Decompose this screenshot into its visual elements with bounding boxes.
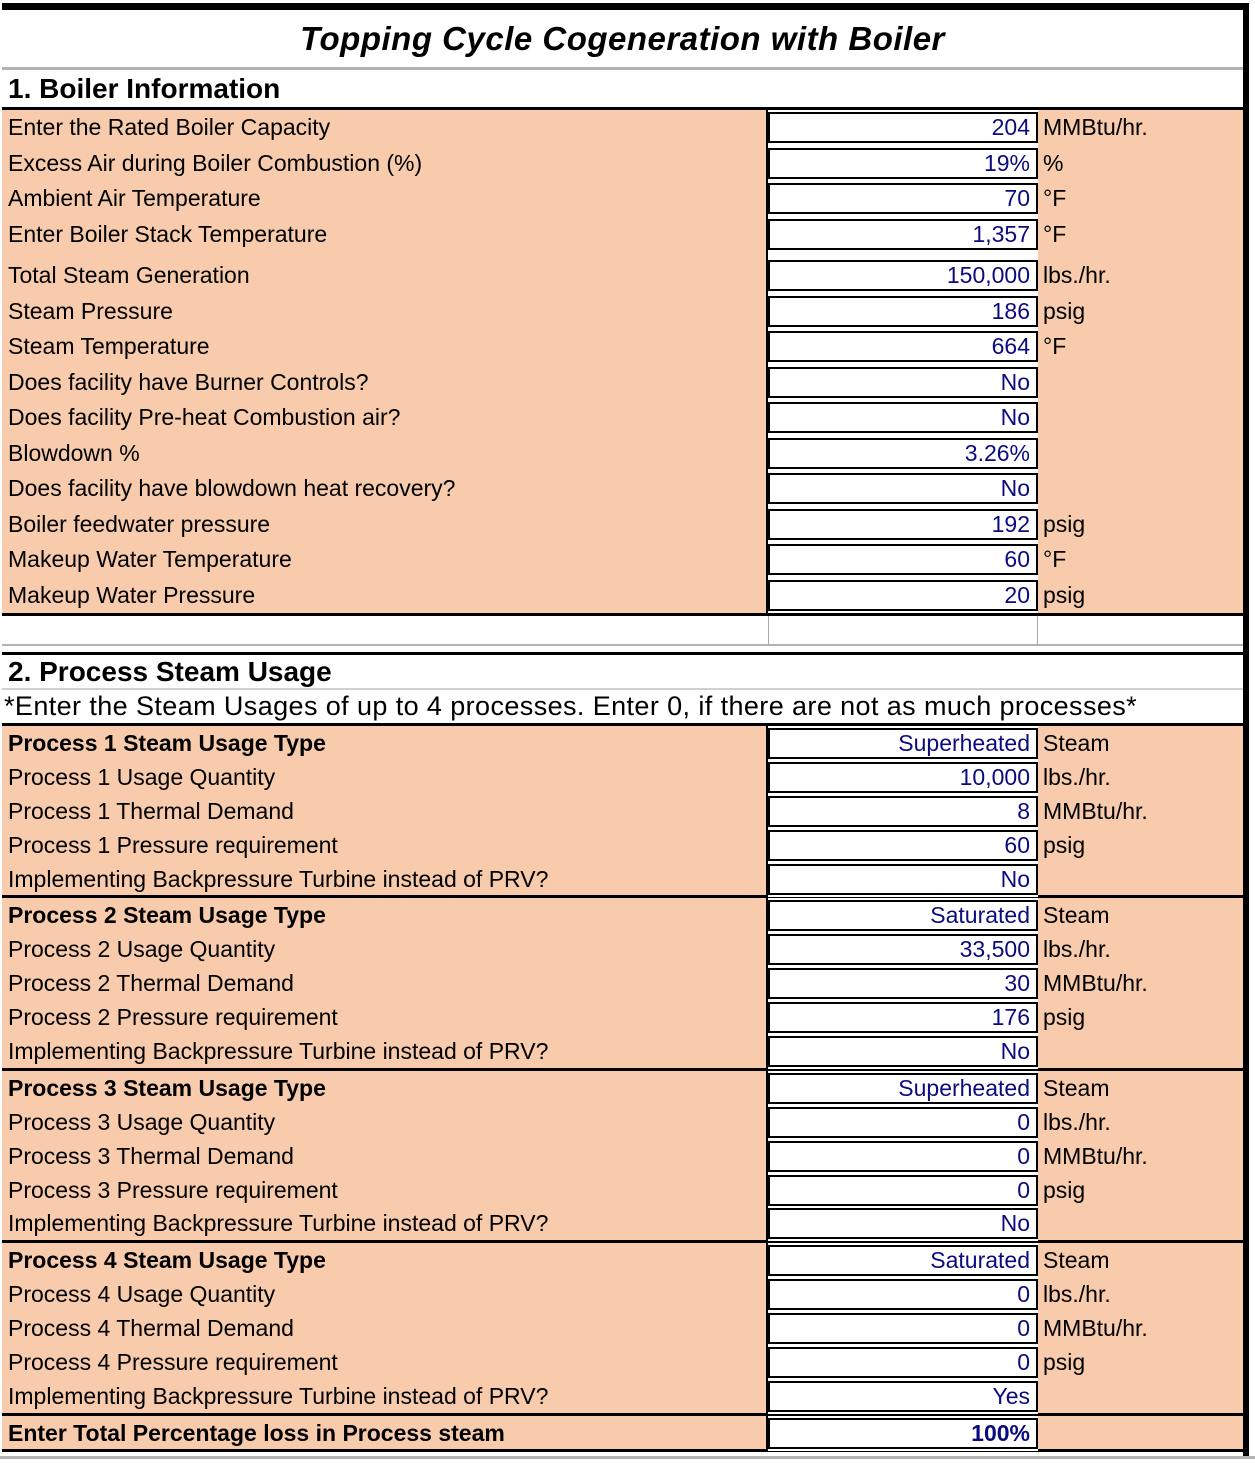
value-cell xyxy=(768,181,1038,217)
value-input[interactable]: 20 xyxy=(768,580,1038,611)
empty-row xyxy=(2,616,1243,646)
section2-heading: 2. Process Steam Usage xyxy=(2,652,1243,690)
row-label: Process 1 Thermal Demand xyxy=(2,794,768,829)
row-label: Boiler feedwater pressure xyxy=(2,507,768,543)
value-cell xyxy=(768,217,1038,253)
row-label: Implementing Backpressure Turbine instead of PRV? xyxy=(2,1206,768,1241)
value-input[interactable]: No xyxy=(768,1036,1038,1067)
value-cell xyxy=(768,471,1038,507)
value-input[interactable]: 1,357 xyxy=(768,219,1038,250)
empty-label-cell xyxy=(2,616,768,644)
row-unit: lbs./hr. xyxy=(1043,763,1111,790)
value-cell xyxy=(768,1071,1038,1106)
process-block xyxy=(2,895,1243,1067)
data-row xyxy=(2,1173,1243,1207)
value-cell xyxy=(768,294,1038,330)
process-block xyxy=(2,1068,1243,1240)
row-label: Does facility have blowdown heat recovery? xyxy=(2,471,768,507)
row-label: Process 4 Thermal Demand xyxy=(2,1311,768,1346)
value-input[interactable]: 3.26% xyxy=(768,438,1038,469)
top-border-bar xyxy=(2,3,1243,10)
row-label: Enter Total Percentage loss in Process steam xyxy=(2,1416,768,1451)
row-label: Process 1 Usage Quantity xyxy=(2,760,768,795)
data-row xyxy=(2,1416,1243,1449)
row-unit: Steam xyxy=(1043,902,1110,929)
boiler-information-table xyxy=(2,110,1243,616)
worksheet-frame xyxy=(2,3,1249,1459)
value-cell xyxy=(768,436,1038,472)
row-unit: Steam xyxy=(1043,730,1110,756)
value-cell xyxy=(768,365,1038,401)
value-input[interactable]: 0 xyxy=(768,1313,1038,1344)
row-unit: psig xyxy=(1043,1176,1086,1203)
data-row xyxy=(2,542,1243,578)
data-row xyxy=(2,932,1243,966)
row-unit: lbs./hr. xyxy=(1043,262,1111,289)
row-unit: °F xyxy=(1043,333,1067,360)
value-cell xyxy=(768,1173,1038,1208)
row-label: Enter Boiler Stack Temperature xyxy=(2,217,768,253)
row-label: Makeup Water Pressure xyxy=(2,578,768,614)
row-label: Does facility have Burner Controls? xyxy=(2,365,768,401)
value-cell xyxy=(768,110,1038,146)
value-input[interactable]: 186 xyxy=(768,296,1038,327)
row-unit xyxy=(1038,365,1243,401)
value-cell xyxy=(768,828,1038,863)
row-label: Makeup Water Temperature xyxy=(2,542,768,578)
row-unit xyxy=(1038,1379,1243,1414)
data-row xyxy=(2,258,1243,294)
data-row xyxy=(2,1139,1243,1173)
row-unit: Steam xyxy=(1043,1074,1110,1101)
value-cell xyxy=(768,1243,1038,1278)
row-label: Excess Air during Boiler Combustion (%) xyxy=(2,146,768,182)
value-cell xyxy=(768,1139,1038,1174)
row-unit: MMBtu/hr. xyxy=(1043,797,1148,824)
row-unit: lbs./hr. xyxy=(1043,936,1111,963)
row-unit: psig xyxy=(1043,831,1086,858)
row-label: Process 1 Pressure requirement xyxy=(2,828,768,863)
value-input[interactable]: Yes xyxy=(768,1381,1038,1412)
data-row xyxy=(2,1345,1243,1379)
data-row xyxy=(2,217,1243,253)
row-unit xyxy=(1038,400,1243,436)
value-cell xyxy=(768,400,1038,436)
value-input[interactable]: No xyxy=(768,402,1038,433)
value-input[interactable]: 176 xyxy=(768,1002,1038,1033)
value-input[interactable]: 192 xyxy=(768,509,1038,540)
value-cell xyxy=(768,932,1038,967)
row-label: Process 4 Steam Usage Type xyxy=(2,1243,768,1278)
value-input[interactable]: 19% xyxy=(768,148,1038,179)
data-row xyxy=(2,1311,1243,1345)
row-unit xyxy=(1038,1034,1243,1069)
row-unit: Steam xyxy=(1043,1247,1110,1274)
total-loss-row-wrap xyxy=(2,1413,1243,1452)
row-label: Total Steam Generation xyxy=(2,258,768,294)
row-label: Enter the Rated Boiler Capacity xyxy=(2,110,768,146)
data-row xyxy=(2,294,1243,330)
row-unit xyxy=(1038,436,1243,472)
row-label: Implementing Backpressure Turbine instead of PRV? xyxy=(2,862,768,897)
value-input[interactable]: 0 xyxy=(768,1347,1038,1378)
value-cell xyxy=(768,1206,1038,1241)
value-cell xyxy=(768,1345,1038,1380)
data-row xyxy=(2,1243,1243,1277)
row-unit: °F xyxy=(1043,546,1067,573)
row-unit: psig xyxy=(1043,297,1086,324)
process-block xyxy=(2,726,1243,895)
value-cell xyxy=(768,329,1038,365)
row-label: Steam Pressure xyxy=(2,294,768,330)
data-row xyxy=(2,1379,1243,1413)
row-label: Process 2 Usage Quantity xyxy=(2,932,768,967)
value-cell xyxy=(768,258,1038,294)
row-label: Process 1 Steam Usage Type xyxy=(2,726,768,761)
process-block xyxy=(2,1240,1243,1412)
value-input[interactable]: 150,000 xyxy=(768,260,1038,291)
value-input[interactable]: No xyxy=(768,1208,1038,1239)
value-cell xyxy=(768,862,1038,897)
row-label: Process 3 Pressure requirement xyxy=(2,1173,768,1208)
row-label: Process 2 Pressure requirement xyxy=(2,1000,768,1035)
data-row xyxy=(2,760,1243,794)
row-label: Blowdown % xyxy=(2,436,768,472)
row-label: Process 3 Thermal Demand xyxy=(2,1139,768,1174)
row-unit: lbs./hr. xyxy=(1043,1281,1111,1308)
empty-value-cell xyxy=(768,616,1038,644)
row-unit: MMBtu/hr. xyxy=(1043,970,1148,997)
value-input[interactable]: 0 xyxy=(768,1141,1038,1172)
data-row xyxy=(2,181,1243,217)
row-label: Process 3 Steam Usage Type xyxy=(2,1071,768,1106)
value-cell xyxy=(768,1311,1038,1346)
value-input[interactable]: No xyxy=(768,367,1038,398)
data-row xyxy=(2,1105,1243,1139)
value-input[interactable]: 0 xyxy=(768,1175,1038,1206)
row-unit xyxy=(1038,471,1243,507)
row-unit: psig xyxy=(1043,1349,1086,1376)
title-band xyxy=(2,10,1243,67)
value-cell xyxy=(768,1000,1038,1035)
row-unit xyxy=(1038,1416,1243,1451)
value-input[interactable]: Saturated xyxy=(768,900,1038,931)
row-unit: MMBtu/hr. xyxy=(1043,1142,1148,1169)
value-input[interactable]: 70 xyxy=(768,183,1038,214)
data-row xyxy=(2,471,1243,507)
value-input[interactable]: 33,500 xyxy=(768,934,1038,965)
value-cell xyxy=(768,146,1038,182)
value-input[interactable]: 10,000 xyxy=(768,762,1038,793)
data-row xyxy=(2,1000,1243,1034)
data-row xyxy=(2,1206,1243,1240)
value-input[interactable]: 30 xyxy=(768,968,1038,999)
value-cell xyxy=(768,1105,1038,1140)
value-input[interactable]: Superheated xyxy=(768,728,1038,759)
value-input[interactable]: Saturated xyxy=(768,1245,1038,1276)
data-row xyxy=(2,898,1243,932)
row-unit: MMBtu/hr. xyxy=(1043,1315,1148,1342)
row-label: Steam Temperature xyxy=(2,329,768,365)
empty-unit-cell xyxy=(1038,616,1243,644)
row-label: Process 3 Usage Quantity xyxy=(2,1105,768,1140)
data-row xyxy=(2,146,1243,182)
data-row xyxy=(2,794,1243,828)
data-row xyxy=(2,110,1243,146)
page-title: Topping Cycle Cogeneration with Boiler xyxy=(300,19,945,57)
row-unit: psig xyxy=(1043,1004,1086,1031)
value-cell xyxy=(768,898,1038,933)
section2-note: *Enter the Steam Usages of up to 4 processes. Enter 0, if there are not as much processes* xyxy=(4,691,1138,721)
row-unit: % xyxy=(1043,149,1064,176)
data-row xyxy=(2,726,1243,760)
data-row xyxy=(2,862,1243,896)
data-row xyxy=(2,436,1243,472)
value-input[interactable]: 664 xyxy=(768,331,1038,362)
value-input[interactable]: 0 xyxy=(768,1107,1038,1138)
value-cell xyxy=(768,578,1038,614)
row-label: Ambient Air Temperature xyxy=(2,181,768,217)
data-row xyxy=(2,1034,1243,1068)
data-row xyxy=(2,828,1243,862)
data-row xyxy=(2,1277,1243,1311)
value-cell xyxy=(768,1416,1038,1451)
value-cell xyxy=(768,966,1038,1001)
row-label: Process 4 Usage Quantity xyxy=(2,1277,768,1312)
row-unit: psig xyxy=(1043,510,1086,537)
value-cell xyxy=(768,1277,1038,1312)
value-input[interactable]: 100% xyxy=(768,1418,1038,1449)
value-cell xyxy=(768,726,1038,761)
value-cell xyxy=(768,1034,1038,1069)
data-row xyxy=(2,329,1243,365)
value-input[interactable]: 60 xyxy=(768,544,1038,575)
row-unit: MMBtu/hr. xyxy=(1043,114,1148,141)
value-input[interactable]: Superheated xyxy=(768,1073,1038,1104)
row-label: Process 2 Steam Usage Type xyxy=(2,898,768,933)
row-label: Implementing Backpressure Turbine instead of PRV? xyxy=(2,1034,768,1069)
value-input[interactable]: 60 xyxy=(768,830,1038,861)
value-cell xyxy=(768,542,1038,578)
value-input[interactable]: 0 xyxy=(768,1279,1038,1310)
value-cell xyxy=(768,507,1038,543)
section1-heading: 1. Boiler Information xyxy=(2,70,1243,110)
row-unit xyxy=(1038,1206,1243,1241)
data-row xyxy=(2,365,1243,401)
data-row xyxy=(2,966,1243,1000)
data-row xyxy=(2,400,1243,436)
value-cell xyxy=(768,794,1038,829)
data-row xyxy=(2,1071,1243,1105)
row-unit: lbs./hr. xyxy=(1043,1108,1111,1135)
row-label: Process 2 Thermal Demand xyxy=(2,966,768,1001)
value-input[interactable]: No xyxy=(768,864,1038,895)
row-unit xyxy=(1038,862,1243,897)
row-label: Does facility Pre-heat Combustion air? xyxy=(2,400,768,436)
value-input[interactable]: 204 xyxy=(768,112,1038,143)
process-steam-table xyxy=(2,723,1243,1413)
row-label: Process 4 Pressure requirement xyxy=(2,1345,768,1380)
row-unit: °F xyxy=(1043,220,1067,247)
row-unit: psig xyxy=(1043,581,1086,608)
value-input[interactable]: 8 xyxy=(768,796,1038,827)
row-unit: °F xyxy=(1043,185,1067,212)
data-row xyxy=(2,578,1243,614)
value-input[interactable]: No xyxy=(768,473,1038,504)
row-label: Implementing Backpressure Turbine instead of PRV? xyxy=(2,1379,768,1414)
bottom-divider xyxy=(0,1456,1255,1459)
data-row xyxy=(2,507,1243,543)
value-cell xyxy=(768,760,1038,795)
value-cell xyxy=(768,1379,1038,1414)
